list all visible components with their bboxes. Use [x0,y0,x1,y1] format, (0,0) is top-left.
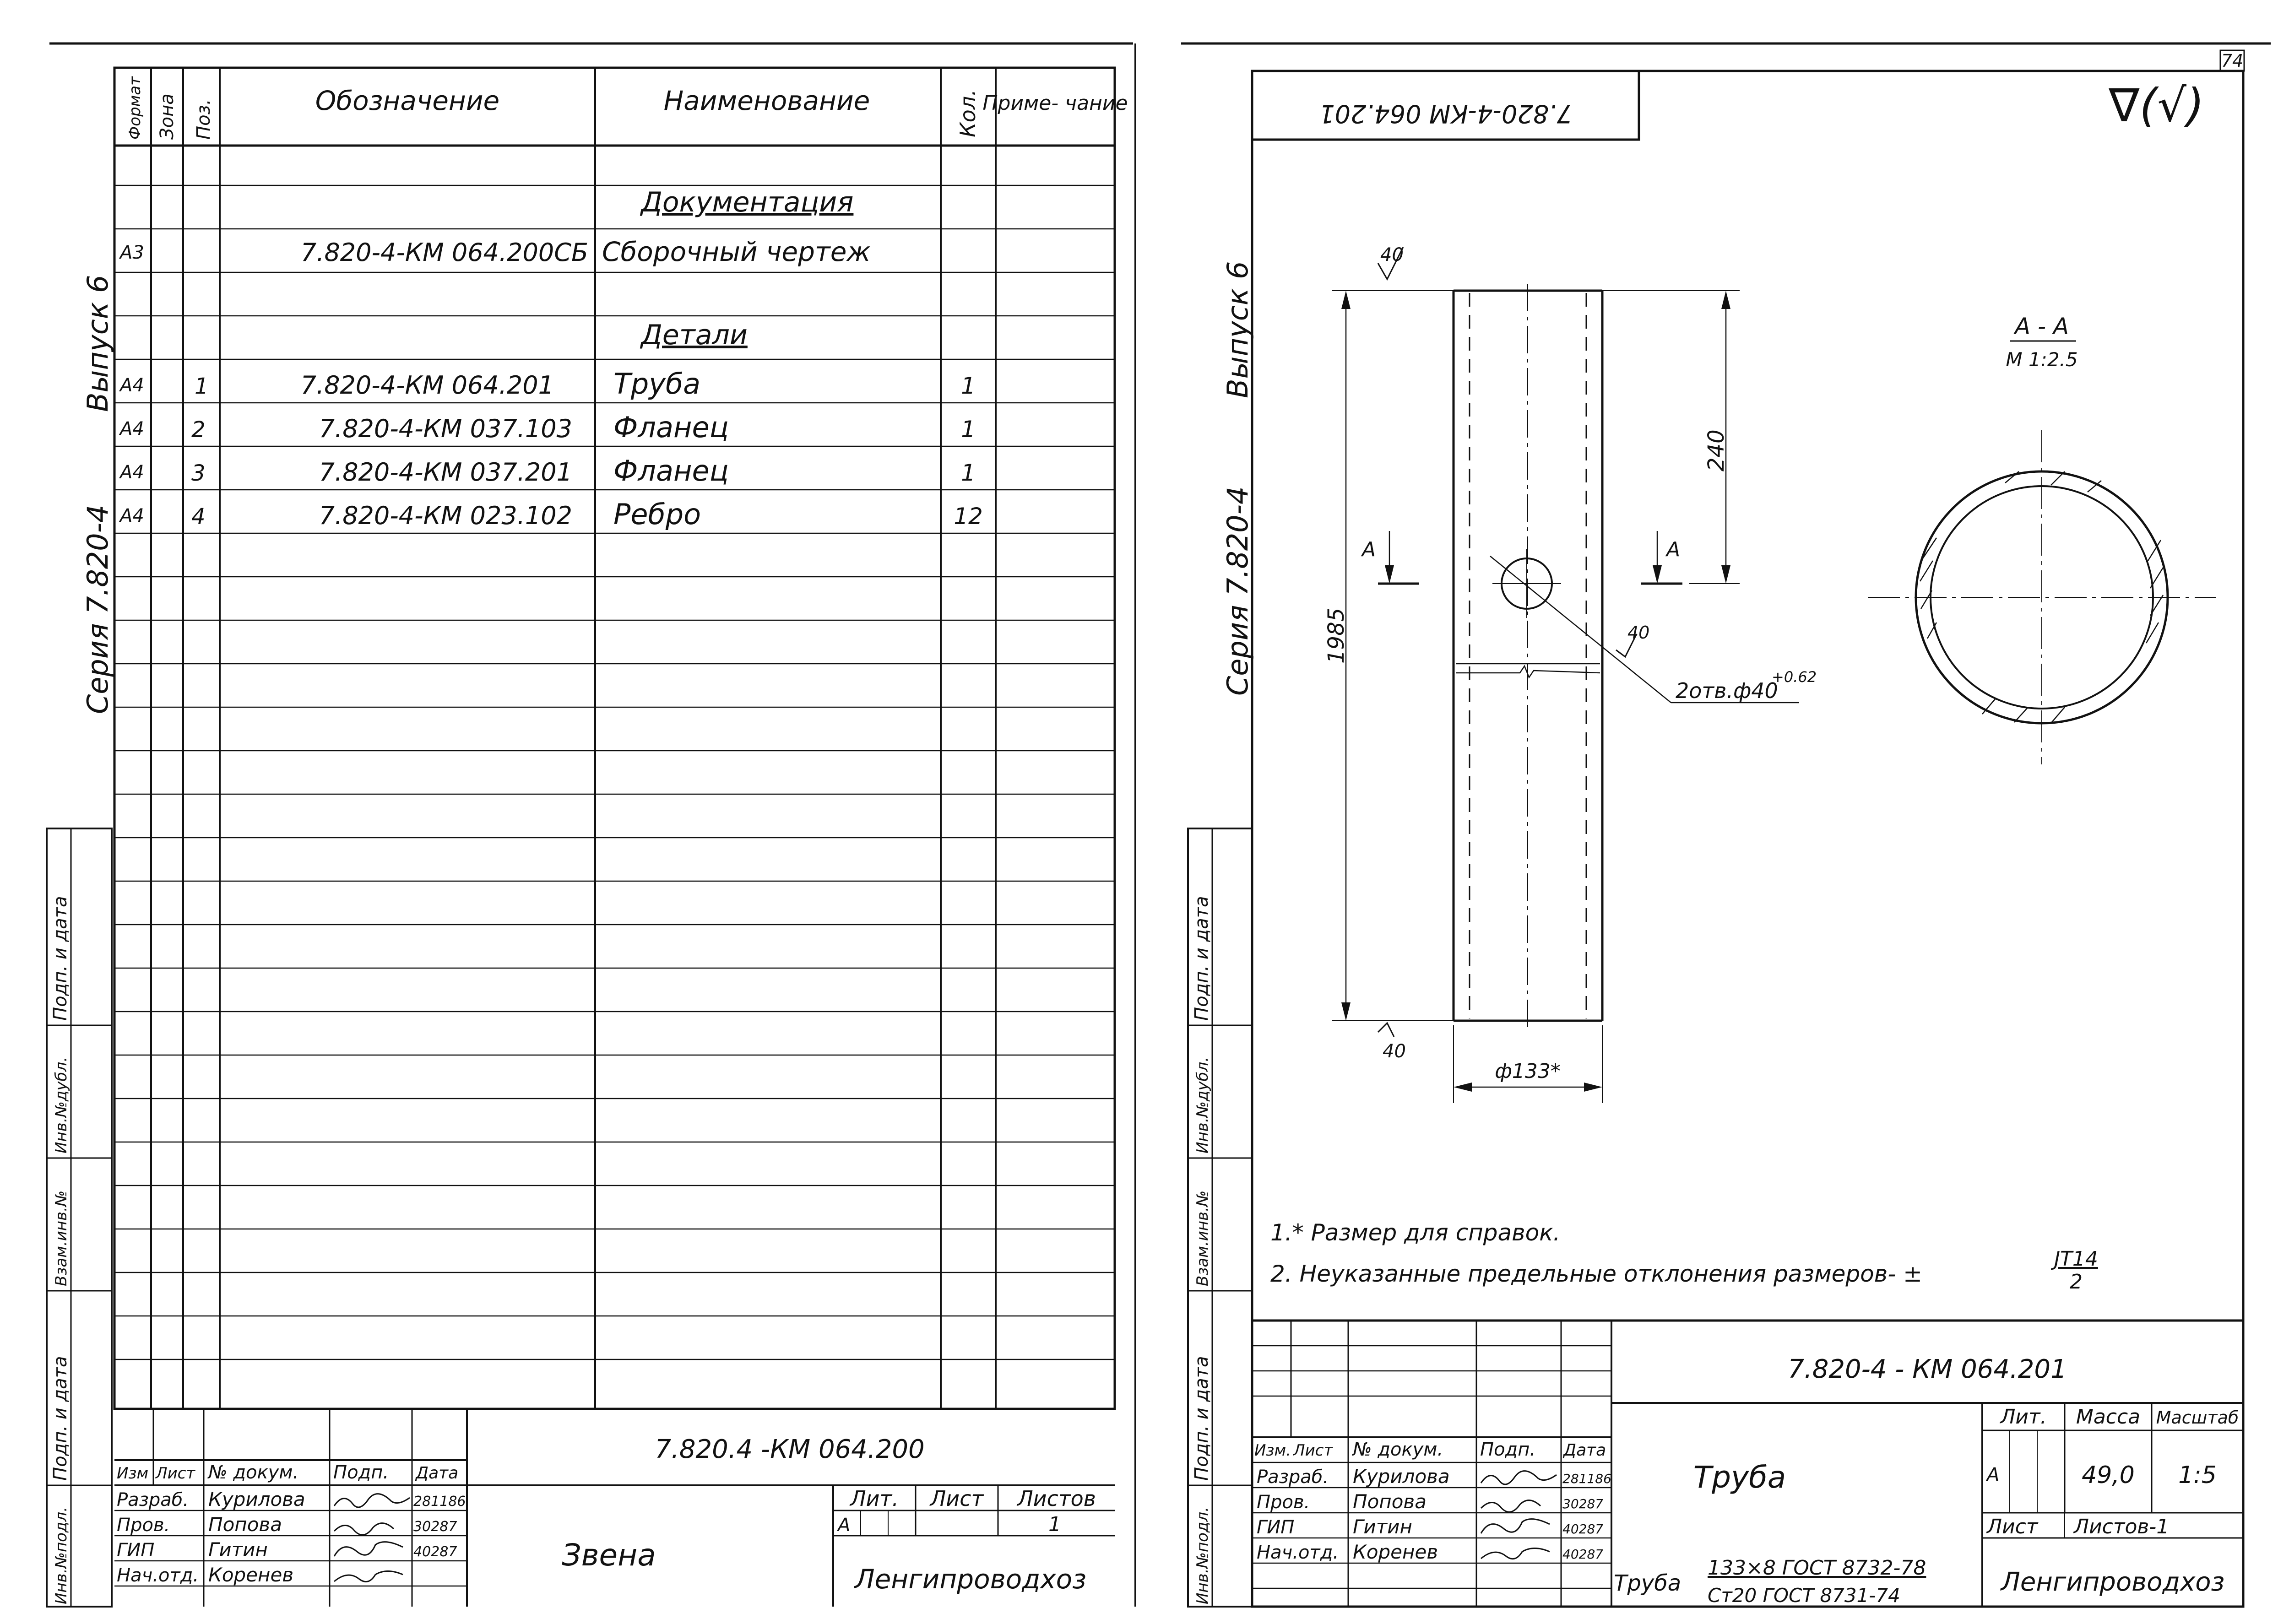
dim-diameter: ф133* [1495,1060,1561,1083]
right-title-block [1252,1321,2266,1607]
row-qty: 1 [961,416,976,443]
left-role: Разраб. [117,1489,189,1510]
section-documentation: Документация [641,186,854,218]
header-name: Наименование [663,85,870,116]
header-note: Приме- чание [982,92,1128,115]
notes [1270,1219,2098,1294]
left-lit-label: Лит. [850,1486,899,1511]
roughness-symbol: ∇(√) [2109,79,2204,132]
section-parts: Детали [641,319,748,351]
left-side-stamp [47,828,112,1607]
row-format: А4 [120,418,144,439]
right-role: Пров. [1257,1492,1310,1513]
roughness-mark-bottom: 40 [1383,1041,1406,1062]
row-format: А4 [120,505,144,526]
left-col-list: Лист [156,1464,195,1483]
left-stamp-podp2: Подп. и дата [50,1356,71,1481]
left-lit-value: А [838,1515,851,1536]
right-sheet [1181,43,2271,1607]
row-qty: 1 [961,460,976,486]
row-designation: 7.820-4-КМ 064.201 [300,371,554,400]
roughness-mark-top: 40 [1380,244,1404,265]
mirrored-code: 7.820-4-КМ 064.201 [1319,99,1573,128]
header-format: Формат [126,76,144,140]
right-role: Нач.отд. [1257,1542,1339,1563]
hole-callout-text: 2отв.ф40 [1676,678,1778,703]
spec-row-lines [114,185,1115,1359]
left-role: Пров. [117,1515,170,1536]
note-fraction-numerator: JT14 [2054,1247,2098,1271]
spec-row [119,498,983,531]
dim-hole-position: 240 [1703,429,1729,471]
left-role: ГИП [117,1540,155,1561]
right-person-name: Коренев [1353,1541,1438,1563]
left-series-label: Серия 7.820-4 [81,504,114,714]
right-col-list: Лист [1293,1441,1333,1460]
header-pos: Поз. [193,99,214,140]
left-stamp-inv-dubl: Инв.№дубл. [52,1056,71,1153]
row-pos: 3 [191,460,206,486]
right-role: ГИП [1257,1517,1295,1538]
section-scale: М 1:2.5 [2006,348,2078,371]
left-col-doc: № докум. [208,1462,299,1483]
right-lit-value: А [1987,1464,2000,1485]
right-list-label: Лист [1987,1515,2038,1538]
row-name: Сборочный чертеж [602,236,871,267]
section-view-aa [1868,313,2216,764]
right-document-title: Труба [1693,1460,1786,1495]
row-designation: 7.820-4-КМ 064.200СБ [300,238,588,267]
right-person-date: 30287 [1562,1496,1604,1511]
right-stamp-inv-dubl: Инв.№дубл. [1193,1056,1212,1153]
row-pos: 4 [191,504,206,530]
note-2: 2. Неуказанные предельные отклонения размеров- ± [1270,1261,1923,1287]
right-issue-label: Выпуск 6 [1221,261,1254,398]
material-bottom: Ст20 ГОСТ 8731-74 [1708,1584,1900,1607]
material-top: 133×8 ГОСТ 8732-78 [1708,1556,1926,1580]
left-sheet [47,43,1135,1607]
row-qty: 1 [961,373,976,399]
hole-tolerance: +0.62 [1772,668,1817,686]
right-stamp-podp1: Подп. и дата [1191,896,1212,1021]
signature-scribbles [1481,1471,1557,1559]
left-role: Нач.отд. [117,1565,199,1586]
right-person-name: Курилова [1353,1465,1450,1488]
right-person-date: 40287 [1562,1547,1604,1562]
header-designation: Обозначение [315,85,500,116]
right-col-izm: Изм. [1254,1441,1291,1460]
left-stamp-vzam: Взам.инв.№ [52,1190,71,1286]
section-mark-right: А [1666,538,1681,561]
right-org: Ленгипроводхоз [2001,1567,2225,1597]
right-mass-value: 49,0 [2082,1462,2135,1489]
header-zone: Зона [157,93,178,140]
right-stamp-inv-podl: Инв.№подл. [1193,1507,1212,1604]
left-person-name: Гитин [208,1538,268,1561]
right-mass-label: Масса [2076,1405,2141,1429]
left-listov-value: 1 [1048,1513,1061,1536]
left-col-date: Дата [416,1464,459,1483]
right-col-podp: Подп. [1480,1439,1536,1460]
section-cut-marks [1361,531,1682,584]
hole-roughness: 40 [1627,623,1650,643]
right-doc-code: 7.820-4 - КМ 064.201 [1788,1354,2067,1384]
hole-callout [1490,556,1817,703]
page-number: 74 [2221,51,2244,71]
row-format: А4 [120,375,144,396]
row-name: Фланец [613,411,729,444]
left-title-block [114,1409,1115,1607]
right-role: Разраб. [1257,1467,1329,1488]
material-prefix: Труба [1614,1570,1681,1596]
signature-scribbles [334,1494,410,1582]
note-1: 1.* Размер для справок. [1270,1219,1561,1246]
row-name: Фланец [613,454,729,487]
row-name: Ребро [613,498,701,531]
left-col-izm: Изм [117,1464,149,1483]
right-scale-label: Масштаб [2156,1407,2239,1428]
row-pos: 2 [191,417,206,443]
right-person-name: Попова [1353,1490,1427,1513]
right-side-stamp [1188,828,1252,1607]
spec-row [119,454,976,487]
section-title: А - А [2014,313,2069,340]
spec-row [119,411,976,444]
row-pos: 1 [195,374,209,399]
left-person-name: Попова [208,1513,282,1536]
right-person-date: 40287 [1562,1521,1604,1537]
row-format: А3 [120,242,144,263]
row-designation: 7.820-4-КМ 023.102 [319,501,572,530]
spec-table-grid [114,68,1115,1409]
left-person-date: 281186 [413,1494,466,1510]
pipe-side-view [1454,284,1602,1028]
spec-row [119,367,976,401]
left-person-name: Курилова [208,1488,305,1510]
row-qty: 12 [954,503,983,530]
row-designation: 7.820-4-КМ 037.201 [319,458,572,487]
left-issue-label: Выпуск 6 [81,275,114,412]
left-document-title: Звена [562,1537,656,1573]
right-stamp-vzam: Взам.инв.№ [1193,1190,1212,1286]
right-listov-label: Листов-1 [2074,1515,2170,1538]
row-name: Труба [613,367,701,401]
row-format: А4 [120,462,144,483]
spec-row [119,236,871,267]
right-scale-value: 1:5 [2178,1462,2217,1489]
right-person-date: 281186 [1562,1471,1611,1486]
right-lit-label: Лит. [2000,1405,2047,1429]
right-col-doc: № докум. [1353,1439,1443,1460]
left-stamp-podp1: Подп. и дата [50,896,71,1021]
section-mark-left: А [1362,538,1376,561]
left-listov-label: Листов [1017,1486,1096,1511]
right-stamp-podp2: Подп. и дата [1191,1356,1212,1481]
left-col-podp: Подп. [333,1462,389,1483]
left-person-date: 40287 [413,1544,457,1560]
left-doc-code: 7.820.4 -КМ 064.200 [655,1435,925,1464]
header-qty: Кол. [955,89,980,137]
note-fraction-denominator: 2 [2070,1270,2083,1294]
left-stamp-inv-podl: Инв.№подл. [52,1507,71,1604]
right-col-date: Дата [1563,1441,1606,1460]
row-designation: 7.820-4-КМ 037.103 [319,414,572,443]
left-org: Ленгипроводхоз [854,1564,1087,1595]
dim-total-length: 1985 [1323,607,1349,664]
left-list-label: Лист [930,1486,984,1511]
left-person-date: 30287 [413,1519,457,1535]
left-person-name: Коренев [208,1564,294,1586]
right-person-name: Гитин [1353,1516,1412,1538]
right-series-label: Серия 7.820-4 [1221,486,1254,696]
